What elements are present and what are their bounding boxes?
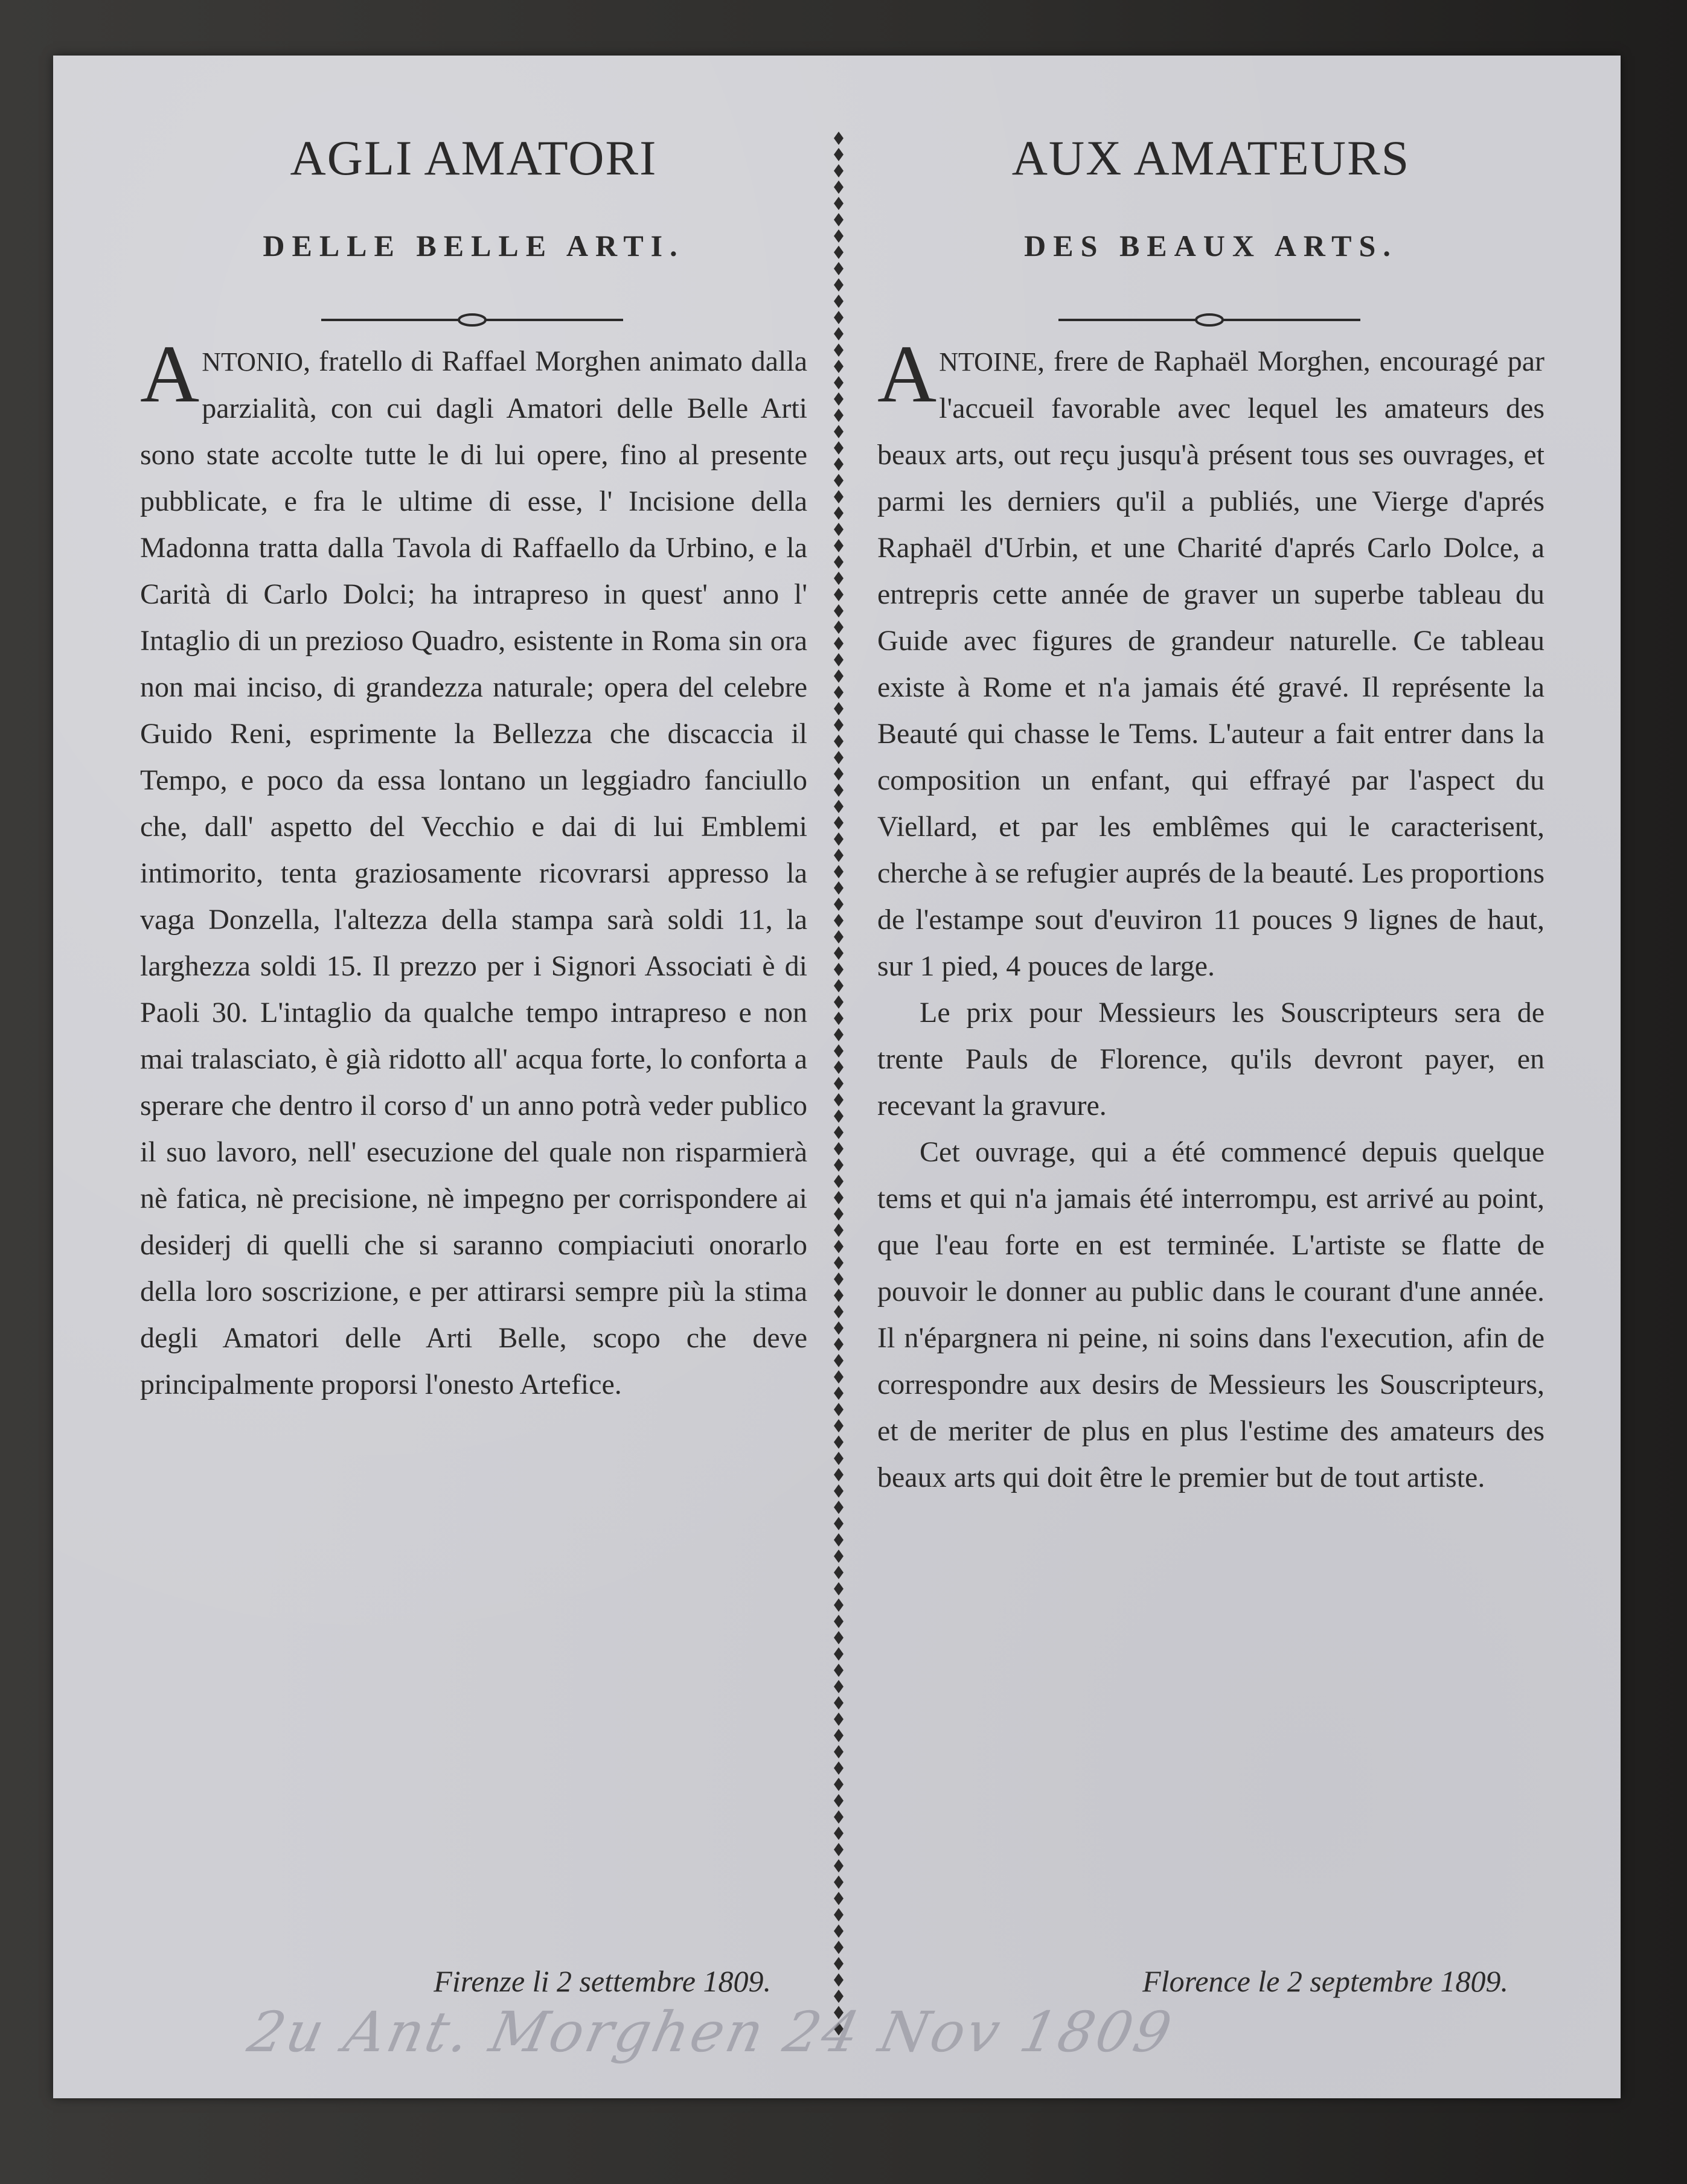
divider-diamond (834, 1664, 844, 1677)
divider-diamond (834, 1272, 844, 1286)
divider-diamond (834, 1305, 844, 1318)
divider-diamond (834, 409, 844, 422)
divider-diamond (834, 360, 844, 373)
ornamental-rule (321, 308, 623, 332)
divider-diamond (834, 1859, 844, 1873)
divider-diamond (834, 1093, 844, 1106)
divider-diamond (834, 832, 844, 846)
divider-diamond (834, 751, 844, 764)
italian-title: AGLI AMATORI (290, 130, 658, 185)
divider-diamond (834, 376, 844, 389)
french-date: Florence le 2 septembre 1809. (1142, 1964, 1508, 1998)
divider-diamond (834, 947, 844, 960)
divider-diamond (834, 669, 844, 683)
divider-diamond (834, 979, 844, 992)
divider-diamond (834, 180, 844, 194)
divider-diamond (834, 1077, 844, 1090)
divider-diamond (834, 1680, 844, 1693)
divider-diamond (834, 1142, 844, 1155)
divider-diamond (834, 1745, 844, 1758)
italian-body (140, 329, 807, 1408)
divider-diamond (834, 1191, 844, 1204)
divider-diamond (834, 1158, 844, 1172)
divider-diamond (834, 1012, 844, 1025)
divider-diamond (834, 1224, 844, 1237)
divider-diamond (834, 702, 844, 715)
divider-diamond (834, 1892, 844, 1905)
french-paragraph-3: Cet ouvrage, qui a été commencé depuis quelque tems et qui n'a jamais été interrompu, est arrivé au point, que l'eau forte en est terminée. L'artiste se flatte de pouvoir le donner au public dans le courant d'une année. Il n'épargnera ni peine, ni soins dans l'execution, afin de correspondre aux desirs de Messieurs les Souscripteurs, et de meriter de plus en plus l'estime des amateurs des beaux arts qui doit être le premier but de tout artiste. (877, 1136, 1545, 1493)
divider-diamond (834, 1517, 844, 1530)
divider-diamond (834, 1256, 844, 1269)
divider-diamond (834, 1370, 844, 1384)
italian-opening-word: NTONIO (202, 347, 304, 377)
french-dropcap: A (877, 329, 937, 420)
divider-diamond (834, 1696, 844, 1710)
divider-diamond (834, 653, 844, 666)
divider-diamond (834, 963, 844, 976)
divider-diamond (834, 1468, 844, 1481)
divider-diamond (834, 1533, 844, 1547)
divider-diamond (834, 523, 844, 536)
divider-diamond (834, 1028, 844, 1041)
divider-diamond (834, 914, 844, 927)
divider-diamond (834, 1501, 844, 1514)
divider-diamond (834, 1240, 844, 1253)
divider-diamond (834, 506, 844, 520)
divider-diamond (834, 1403, 844, 1416)
divider-diamond (834, 1810, 844, 1824)
french-body (877, 329, 1545, 1501)
divider-diamond (834, 1061, 844, 1074)
divider-diamond (834, 539, 844, 552)
divider-diamond (834, 441, 844, 455)
divider-diamond (834, 311, 844, 324)
divider-diamond (834, 1598, 844, 1612)
divider-diamond (834, 881, 844, 895)
french-title: AUX AMATEURS (1011, 130, 1410, 185)
divider-diamond (834, 1876, 844, 1889)
divider-diamond (834, 148, 844, 161)
divider-diamond (834, 1566, 844, 1579)
divider-diamond (834, 1924, 844, 1938)
divider-diamond (834, 1207, 844, 1221)
divider-diamond (834, 229, 844, 243)
divider-diamond (834, 572, 844, 585)
divider-diamond (834, 1941, 844, 1954)
divider-diamond (834, 1550, 844, 1563)
divider-diamond (834, 1957, 844, 1970)
divider-diamond (834, 1582, 844, 1595)
divider-diamond (834, 849, 844, 862)
divider-diamond (834, 1843, 844, 1856)
divider-diamond (834, 1484, 844, 1498)
divider-diamond (834, 343, 844, 357)
french-paragraph-1: , frere de Raphaël Morghen, encouragé par l'accueil favorable avec lequel les amateurs des beaux arts, out reçu jusqu'à présent tous ses ouvrages, et parmi les derniers qu'il a publiés, une Vierge d'aprés Raphaël d'Urbin, et une Charité d'aprés Carlo Dolce, a entrepris cette année de graver un superbe tableau du Guide avec figures de grandeur naturelle. Ce tableau existe à Rome et n'a jamais été gravé. Il représente la Beauté qui chasse le Tems. L'auteur a fait entrer dans la composition un enfant, qui effrayé par l'aspect du Viellard, et par les emblêmes qui le caracterisent, cherche à se refugier auprés de la beauté. Les proportions de l'estampe sout d'euviron 11 pouces 9 lignes de haut, sur 1 pied, 4 pouces de large. (877, 345, 1545, 982)
divider-diamond (834, 1631, 844, 1644)
divider-diamond (834, 1387, 844, 1400)
divider-diamond (834, 1435, 844, 1449)
italian-date: Firenze li 2 settembre 1809. (434, 1964, 771, 1998)
french-opening-word: NTOINE (939, 347, 1038, 377)
divider-diamond (834, 1452, 844, 1465)
divider-diamond (834, 458, 844, 471)
column-divider (830, 131, 847, 2051)
divider-diamond (834, 1973, 844, 1987)
divider-diamond (834, 1778, 844, 1791)
divider-diamond (834, 555, 844, 569)
divider-diamond (834, 132, 844, 145)
divider-diamond (834, 1175, 844, 1188)
divider-diamond (834, 637, 844, 650)
italian-dropcap: A (140, 329, 200, 420)
divider-diamond (834, 604, 844, 618)
italian-paragraph: , fratello di Raffael Morghen animato dalla parzialità, con cui dagli Amatori delle Belle Arti sono state accolte tutte le di lui opere, fino al presente pubblicate, e fra le ultime di esse, l' Incisione della Madonna tratta dalla Tavola di Raffaello da Urbino, e la Carità di Carlo Dolci; ha intrapreso in quest' anno l' Intaglio di un prezioso Quadro, esistente in Roma sin ora non mai inciso, di grandezza naturale; opera del celebre Guido Reni, esprimente la Bellezza che discaccia il Tempo, e poco da essa lontano un leggiadro fanciullo che, dall' aspetto del Vecchio e dai di lui Emblemi intimorito, tenta graziosamente ricovrarsi appresso la vaga Donzella, l'altezza della stampa sarà soldi 11, la larghezza soldi 15. Il prezzo per i Signori Associati è di Paoli 30. L'intaglio da qualche tempo intrapreso e non mai tralasciato, è già ridotto all' acqua forte, lo conforta a sperare che dentro il corso d' un anno potrà veder publico il suo lavoro, nell' esecuzione del quale non risparmierà nè fatica, nè precisione, nè impegno per corrispondere ai desiderj di quelli che si saranno compiaciuti onorarlo della loro soscrizione, e per attirarsi sempre più la stima degli Amatori delle Arti Belle, scopo che deve principalmente proporsi l'onesto Artefice. (140, 345, 807, 1400)
divider-diamond (834, 1827, 844, 1840)
divider-diamond (834, 1110, 844, 1123)
divider-diamond (834, 246, 844, 259)
divider-diamond (834, 1908, 844, 1921)
divider-diamond (834, 865, 844, 878)
divider-diamond (834, 1321, 844, 1335)
divider-diamond (834, 1729, 844, 1742)
divider-diamond (834, 392, 844, 406)
divider-diamond (834, 1615, 844, 1628)
divider-diamond (834, 490, 844, 503)
divider-diamond (834, 784, 844, 797)
divider-diamond (834, 295, 844, 308)
divider-diamond (834, 164, 844, 177)
printed-sheet (53, 56, 1621, 2098)
divider-diamond (834, 995, 844, 1009)
italian-subtitle: DELLE BELLE ARTI. (263, 229, 685, 263)
divider-diamond (834, 1126, 844, 1139)
divider-diamond (834, 800, 844, 813)
french-paragraph-2: Le prix pour Messieurs les Souscripteurs sera de trente Pauls de Florence, qu'ils devront payer, en recevant la gravure. (877, 997, 1545, 1122)
divider-diamond (834, 1289, 844, 1302)
divider-diamond (834, 1354, 844, 1367)
divider-diamond (834, 686, 844, 699)
divider-diamond (834, 1761, 844, 1775)
divider-diamond (834, 262, 844, 275)
divider-diamond (834, 327, 844, 340)
divider-diamond (834, 1419, 844, 1432)
divider-diamond (834, 1713, 844, 1726)
pencil-annotation: 2u Ant. Morghen 24 Nov 1809 (242, 2000, 1179, 2064)
divider-diamond (834, 816, 844, 829)
divider-diamond (834, 197, 844, 210)
divider-diamond (834, 718, 844, 732)
divider-diamond (834, 1044, 844, 1058)
divider-diamond (834, 425, 844, 438)
divider-diamond (834, 735, 844, 748)
divider-diamond (834, 213, 844, 226)
divider-diamond (834, 930, 844, 944)
divider-diamond (834, 621, 844, 634)
divider-diamond (834, 588, 844, 601)
ornamental-rule (1058, 308, 1360, 332)
divider-diamond (834, 767, 844, 781)
french-subtitle: DES BEAUX ARTS. (1024, 229, 1398, 263)
divider-diamond (834, 1647, 844, 1661)
divider-diamond (834, 474, 844, 487)
divider-diamond (834, 278, 844, 292)
divider-diamond (834, 898, 844, 911)
divider-diamond (834, 1794, 844, 1807)
divider-diamond (834, 1338, 844, 1351)
